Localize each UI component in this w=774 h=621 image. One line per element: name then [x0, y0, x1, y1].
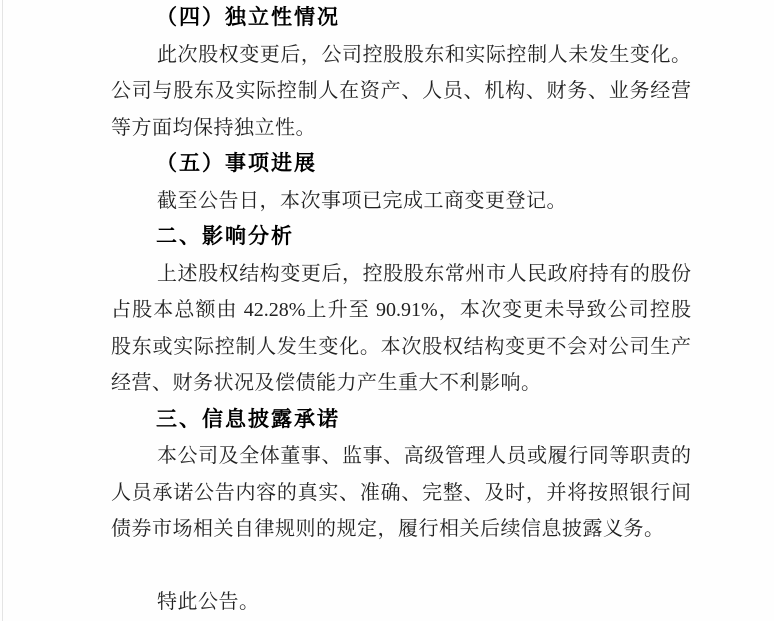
page-left-edge-line — [2, 0, 3, 621]
para-impact-line-3: 股东或实际控制人发生变化。本次股权结构变更不会对公司生产 — [111, 335, 691, 358]
para-disclosure-line-2: 人员承诺公告内容的真实、准确、完整、及时，并将按照银行间 — [111, 481, 691, 504]
blank-line — [111, 548, 691, 585]
para-independence-line-2: 公司与股东及实际控制人在资产、人员、机构、财务、业务经营 — [111, 80, 691, 103]
para-disclosure-line-3: 债券市场相关自律规则的规定，履行相关后续信息披露义务。 — [111, 518, 665, 541]
heading-matter-progress: （五）事项进展 — [156, 152, 317, 176]
heading-disclosure-commitment: 三、信息披露承诺 — [156, 407, 340, 431]
heading-independence-status: （四）独立性情况 — [156, 6, 340, 29]
para-progress-line-1: 截至公告日，本次事项已完成工商变更登记。 — [157, 189, 567, 212]
para-independence-line-3: 等方面均保持独立性。 — [111, 116, 316, 139]
document-content — [111, 0, 691, 621]
para-impact-line-1: 上述股权结构变更后，控股股东常州市人民政府持有的股份 — [157, 262, 691, 285]
para-independence-line-1: 此次股权变更后，公司控股股东和实际控制人未发生变化。 — [157, 43, 691, 66]
para-impact-line-2: 占股本总额由 42.28%上升至 90.91%，本次变更未导致公司控股 — [111, 299, 691, 322]
para-impact-line-4: 经营、财务状况及偿债能力产生重大不利影响。 — [111, 372, 542, 395]
closing-statement: 特此公告。 — [157, 591, 260, 614]
para-disclosure-line-1: 本公司及全体董事、监事、高级管理人员或履行同等职责的 — [157, 445, 691, 468]
heading-impact-analysis: 二、影响分析 — [156, 225, 294, 249]
